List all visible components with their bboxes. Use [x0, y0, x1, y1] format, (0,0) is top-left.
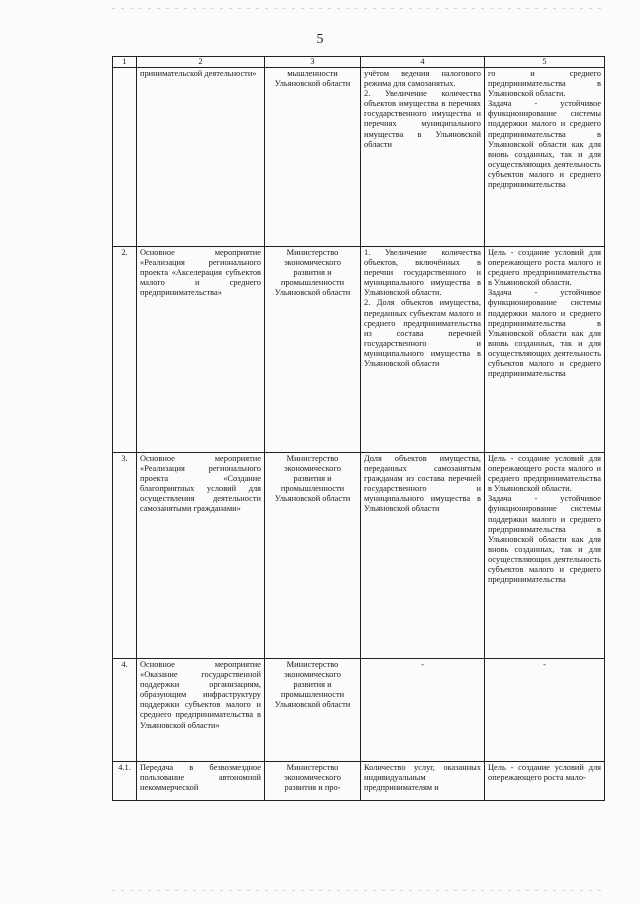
- activity-text: Основное мероприятие «Оказание государственной поддержки организациям, образующим инфраструктуру поддержки субъектов малого и среднего предпринимательства в Ульяновской области»: [140, 660, 261, 730]
- header-col-3: 3: [265, 57, 361, 68]
- indicator-text: Количество услуг, оказанных индивидуальным предпринимателям и: [364, 763, 481, 793]
- header-col-4: 4: [361, 57, 485, 68]
- indicator-text: учётом ведения налогового режима для самозанятых. 2. Увеличение количества объектов имущества в перечнях государственного имущества и перечнях муниципального имущества в Ульяновской области: [364, 69, 481, 149]
- goal-text: го и среднего предпринимательства в Ульяновской области. Задача - устойчивое функционирование системы поддержки малого и среднего предпринимательства в Ульяновской области как для вновь созданных, так и для осуществляющих деятельность субъектов малого и среднего предпринимательства: [488, 69, 601, 190]
- activity-cell: [137, 453, 265, 659]
- indicator-cell: [361, 762, 485, 801]
- activity-cell: [137, 762, 265, 801]
- header-col-2: 2: [137, 57, 265, 68]
- executor-cell: [265, 659, 361, 762]
- row-number: 2.: [113, 247, 137, 453]
- program-table-container: [112, 56, 604, 801]
- table-row: [113, 68, 605, 247]
- executor-text: Министерство экономического развития и промышленности Ульяновской области: [274, 248, 351, 298]
- indicator-text: Доля объектов имущества, переданных самозанятым гражданам из состава перечней государственного и муниципального имущества в Ульяновской области: [364, 454, 481, 514]
- executor-text: Министерство экономического развития и промышленности Ульяновской области: [274, 660, 351, 710]
- goal-cell: [485, 247, 605, 453]
- program-table: [112, 56, 605, 801]
- activity-text: Передача в безвозмездное пользование автономной некоммерческой: [140, 763, 261, 793]
- indicator-cell: [361, 247, 485, 453]
- table-header-row: [113, 57, 605, 68]
- activity-cell: [137, 247, 265, 453]
- goal-text: Цель - создание условий для опережающего роста мало-: [488, 763, 601, 783]
- activity-text: Основное мероприятие «Реализация регионального проекта «Создание благоприятных условий для осуществления деятельности самозанятыми гражданами»: [140, 454, 261, 514]
- activity-cell: [137, 68, 265, 247]
- indicator-cell: [361, 659, 485, 762]
- activity-text: Основное мероприятие «Реализация регионального проекта «Акселерация субъектов малого и среднего предпринимательства»: [140, 248, 261, 298]
- indicator-text: 1. Увеличение количества объектов, включённых в перечни государственного и муниципального имущества в Ульяновской области. 2. Доля объектов имущества, переданных субъектам малого и среднего предпринимательства из состава перечней государственного и муниципального имущества в Ульяновской области: [364, 248, 481, 369]
- goal-cell: [485, 453, 605, 659]
- scan-artifact-top: [112, 8, 604, 9]
- row-number: [113, 68, 137, 247]
- scan-artifact-bottom: [112, 890, 604, 891]
- header-col-1: 1: [113, 57, 137, 68]
- row-number: 4.1.: [113, 762, 137, 801]
- goal-text: Цель - создание условий для опережающего роста малого и среднего предпринимательства в Ульяновской области. Задача - устойчивое функционирование системы поддержки малого и среднего предпринимательства в Ульяновской области как для вновь созданных, так и для осуществляющих деятельность субъектов малого и среднего предпринимательства: [488, 248, 601, 379]
- executor-cell: [265, 453, 361, 659]
- header-col-5: 5: [485, 57, 605, 68]
- executor-cell: [265, 762, 361, 801]
- table-row: [113, 453, 605, 659]
- indicator-cell: [361, 453, 485, 659]
- indicator-cell: [361, 68, 485, 247]
- goal-text: -: [543, 660, 546, 669]
- executor-cell: [265, 247, 361, 453]
- table-row: [113, 247, 605, 453]
- executor-cell: [265, 68, 361, 247]
- executor-text: Министерство экономического развития и про-: [284, 763, 341, 793]
- page-number: 5: [316, 32, 324, 47]
- goal-cell: [485, 68, 605, 247]
- row-number: 4.: [113, 659, 137, 762]
- executor-text: Министерство экономического развития и промышленности Ульяновской области: [274, 454, 351, 504]
- goal-text: Цель - создание условий для опережающего роста малого и среднего предпринимательства в Ульяновской области. Задача - устойчивое функционирование системы поддержки малого и среднего предпринимательства в Ульяновской области как для вновь созданных, так и для осуществляющих деятельность субъектов малого и среднего предпринимательства: [488, 454, 601, 585]
- goal-cell: [485, 659, 605, 762]
- activity-cell: [137, 659, 265, 762]
- indicator-text: -: [421, 660, 424, 669]
- goal-cell: [485, 762, 605, 801]
- activity-text: принимательской деятельности»: [140, 69, 257, 78]
- executor-text: мышленности Ульяновской области: [274, 69, 351, 89]
- row-number: 3.: [113, 453, 137, 659]
- table-row: [113, 659, 605, 762]
- table-row: [113, 762, 605, 801]
